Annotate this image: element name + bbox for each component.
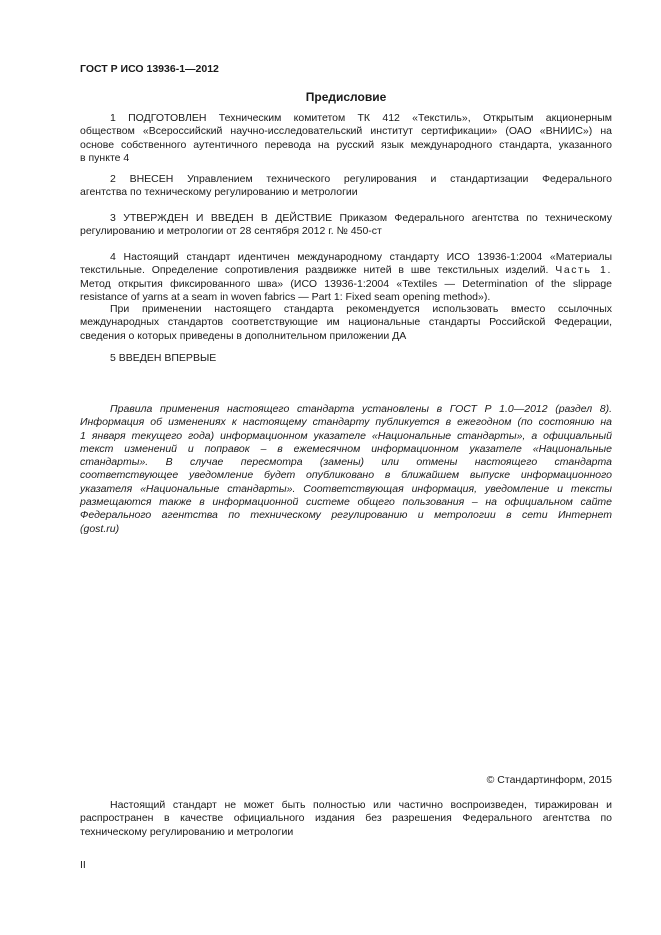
foreword-item-4-note-line: При применении настоящего стандарта рекомендуется использовать вместо ссылочных xyxy=(110,303,612,315)
foreword-item-3 xyxy=(80,212,612,239)
page-number: II xyxy=(80,859,86,871)
foreword-item-5-line: 5 ВВЕДЕН ВПЕРВЫЕ xyxy=(110,352,217,364)
reproduction-notice-line: Настоящий стандарт не может быть полностью или частично воспроизведен, тиражирован и xyxy=(110,799,612,811)
foreword-item-1-line: обществом «Всероссийский научно-исследовательский институт сертификации» (ОАО «ВНИИС») на xyxy=(80,125,612,138)
foreword-item-4-line: 4 Настоящий стандарт идентичен международному стандарту ИСО 13936-1:2004 «Материалы xyxy=(110,251,612,263)
foreword-item-4-line: Метод открытия фиксированного шва» (ИСО 13936-1:2004 «Textiles — Determination of the slippage xyxy=(80,277,612,290)
foreword-item-4-text: текстильные. Определение сопротивления раздвижке нитей в шве текстильных изделий. xyxy=(80,264,549,277)
application-notice-line: Федерального агентства по техническому регулированию и метрологии в сети Интернет xyxy=(80,509,612,522)
standard-code-header: ГОСТ Р ИСО 13936-1—2012 xyxy=(80,63,219,75)
application-notice-line: Правила применения настоящего стандарта установлены в ГОСТ Р 1.0—2012 (раздел 8). xyxy=(110,403,612,415)
reproduction-notice-line: техническому регулированию и метрологии xyxy=(80,825,294,838)
foreword-item-1-line: в пункте 4 xyxy=(80,151,130,164)
foreword-title: Предисловие xyxy=(305,90,387,104)
foreword-item-2 xyxy=(80,173,612,200)
foreword-item-3-line: 3 УТВЕРЖДЕН И ВВЕДЕН В ДЕЙСТВИЕ Приказом Федерального агентства по техническому xyxy=(110,212,612,224)
application-notice-line: стандарты». В случае пересмотра (замены) или отмены настоящего стандарта xyxy=(80,456,612,469)
application-notice xyxy=(80,403,612,536)
foreword-item-4-note-line: международных стандартов соответствующие им национальные стандарты Российской Федерации, xyxy=(80,316,612,329)
foreword-item-2-line: 2 ВНЕСЕН Управлением технического регулирования и стандартизации Федерального xyxy=(110,173,612,185)
foreword-item-3-line: регулированию и метрологии от 28 сентября 2012 г. № 450-ст xyxy=(80,225,382,238)
foreword-item-1 xyxy=(80,112,612,165)
foreword-item-4-note xyxy=(80,303,612,343)
foreword-item-4 xyxy=(80,251,612,304)
application-notice-line: указателя «Национальные стандарты». Соответствующая информация, уведомление и тексты xyxy=(80,482,612,495)
application-notice-line: (gost.ru) xyxy=(80,522,120,535)
reproduction-notice-line: распространен в качестве официального издания без разрешения Федерального агентства по xyxy=(80,812,612,825)
foreword-item-4-line: resistance of yarns at a seam in woven fabrics — Part 1: Fixed seam opening method»). xyxy=(80,290,491,303)
copyright: © Стандартинформ, 2015 xyxy=(486,774,612,786)
reproduction-notice xyxy=(80,799,612,839)
application-notice-line: размещаются также в информационной системе общего пользования – на официальном сайте xyxy=(80,496,612,509)
foreword-item-1-line: основе собственного аутентичного перевода на русский язык международного стандарта, указанного xyxy=(80,138,612,151)
foreword-item-1-line: 1 ПОДГОТОВЛЕН Техническим комитетом ТК 412 «Текстиль», Открытым акционерным xyxy=(110,112,612,124)
part-label: Часть 1. xyxy=(555,264,613,277)
application-notice-line: Информация об изменениях к настоящему стандарту публикуется в ежегодном (по состоянию на xyxy=(80,416,612,429)
foreword-item-4-line xyxy=(80,264,612,277)
application-notice-line: 1 января текущего года) информационном указателе «Национальные стандарты», а официальный xyxy=(80,429,612,442)
foreword-item-5 xyxy=(80,352,612,365)
application-notice-line: соответствующее уведомление будет опубликовано в ближайшем выпуске информационного xyxy=(80,469,612,482)
application-notice-line: текст изменений и поправок – в ежемесячном информационном указателе «Национальные xyxy=(80,442,612,455)
foreword-item-4-note-line: сведения о которых приведены в дополнительном приложении ДА xyxy=(80,329,407,342)
foreword-item-2-line: агентства по техническому регулированию и метрологии xyxy=(80,186,358,199)
